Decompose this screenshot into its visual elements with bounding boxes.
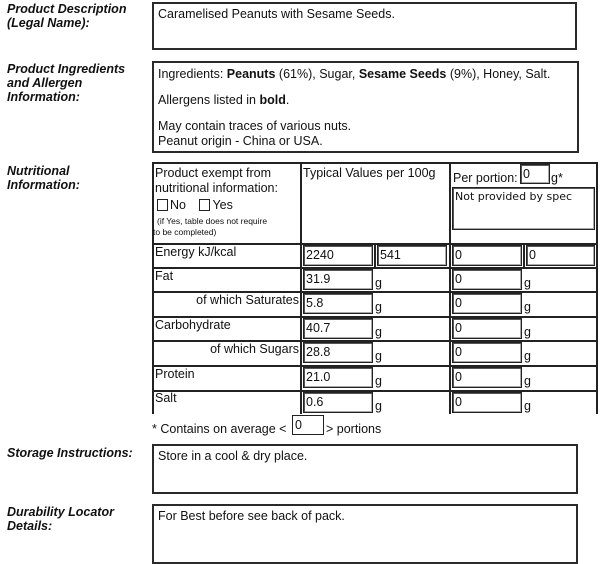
protein-per100-input[interactable]: 21.0	[303, 367, 373, 388]
portion-note-field[interactable]: Not provided by spec	[452, 187, 595, 230]
footnote-text: * Contains on average <	[152, 422, 287, 436]
storage-field[interactable]	[152, 444, 578, 494]
unit: g	[524, 374, 531, 388]
sugars-per100-input[interactable]: 28.8	[303, 342, 373, 363]
product-description-label	[7, 2, 126, 30]
divider	[374, 243, 376, 267]
footnote-text: > portions	[326, 422, 382, 436]
checkbox-no[interactable]	[157, 199, 168, 211]
protein-portion-input[interactable]: 0	[452, 367, 522, 388]
fat-per100-input[interactable]: 31.9	[303, 269, 373, 290]
label-line: Information:	[7, 90, 80, 104]
exempt-note: (if Yes, table does not require	[157, 216, 268, 226]
origin-note: Peanut origin - China or USA.	[158, 134, 323, 148]
energy-kcal-per100-input[interactable]: 541	[377, 245, 447, 266]
energy-kj-portion-input[interactable]: 0	[452, 245, 522, 266]
divider	[152, 365, 598, 367]
unit: g	[524, 399, 531, 413]
product-description-value: Caramelised Peanuts with Sesame Seeds.	[158, 7, 395, 21]
exempt-options	[157, 198, 300, 213]
portion-unit: g*	[551, 171, 563, 185]
durability-value: For Best before see back of pack.	[158, 509, 345, 523]
label-line: Details:	[7, 519, 53, 533]
row-label-energy: Energy kJ/kcal	[155, 245, 237, 259]
saturates-per100-input[interactable]: 5.8	[303, 293, 373, 314]
sugars-portion-input[interactable]: 0	[452, 342, 522, 363]
divider	[152, 162, 154, 414]
carbohydrate-per100-input[interactable]: 40.7	[303, 318, 373, 339]
text: Ingredients:	[158, 67, 227, 81]
carbohydrate-portion-input[interactable]: 0	[452, 318, 522, 339]
unit: g	[524, 276, 531, 290]
row-label-salt: Salt	[155, 391, 177, 405]
saturates-portion-input[interactable]: 0	[452, 293, 522, 314]
unit: g	[375, 349, 382, 363]
durability-label	[7, 505, 114, 533]
unit: g	[524, 349, 531, 363]
unit: g	[375, 399, 382, 413]
label-line: and Allergen	[7, 76, 83, 90]
allergen-peanuts: Peanuts	[226, 67, 276, 81]
unit: g	[375, 374, 382, 388]
exempt-yes-option[interactable]	[199, 198, 232, 212]
storage-label	[7, 446, 133, 460]
product-description-field[interactable]	[152, 2, 577, 50]
unit: g	[375, 276, 382, 290]
allergen-note	[158, 93, 573, 108]
nutrition-table	[152, 162, 598, 414]
row-label-carbohydrate: Carbohydrate	[155, 318, 231, 332]
salt-portion-input[interactable]: 0	[452, 392, 522, 413]
unit: g	[375, 300, 382, 314]
exempt-note: to be completed)	[153, 227, 217, 237]
divider	[300, 162, 302, 414]
row-label-protein: Protein	[155, 367, 195, 381]
text: (9%), Honey, Salt.	[446, 67, 551, 81]
unit: g	[375, 325, 382, 339]
exempt-cell	[155, 166, 300, 238]
exempt-text: Product exempt from	[155, 166, 272, 180]
allergen-sesame: Sesame Seeds	[358, 67, 447, 81]
divider	[152, 390, 598, 392]
unit: g	[524, 300, 531, 314]
ingredients-line	[158, 67, 573, 82]
portions-count-input[interactable]: 0	[292, 415, 324, 435]
durability-field[interactable]	[152, 504, 578, 564]
typical-values-header: Typical Values per 100g	[303, 166, 436, 180]
may-contain-note: May contain traces of various nuts.	[158, 119, 352, 133]
label-line: Durability Locator	[7, 505, 114, 519]
divider	[596, 162, 598, 414]
label-line: (Legal Name):	[7, 16, 90, 30]
salt-per100-input[interactable]: 0.6	[303, 392, 373, 413]
text: (61%), Sugar,	[275, 67, 359, 81]
option-label: No	[170, 198, 186, 212]
exempt-text: nutritional information:	[155, 181, 278, 195]
label-line: Information:	[7, 178, 80, 192]
label-line: Product Description	[7, 2, 127, 16]
option-label: Yes	[212, 198, 233, 212]
label-line: Storage Instructions:	[7, 446, 133, 460]
text: Allergens listed in	[158, 93, 260, 107]
row-label-saturates: of which Saturates	[196, 293, 299, 307]
energy-kcal-portion-input[interactable]: 0	[526, 245, 595, 266]
exempt-no-option[interactable]	[157, 198, 186, 212]
text-bold: bold	[259, 93, 286, 107]
row-label-fat: Fat	[155, 269, 174, 283]
storage-value: Store in a cool & dry place.	[158, 449, 308, 463]
ingredients-label	[7, 62, 125, 104]
nutrition-label	[7, 164, 80, 192]
fat-portion-input[interactable]: 0	[452, 269, 522, 290]
label-line: Nutritional	[7, 164, 70, 178]
divider	[523, 243, 525, 267]
energy-kj-per100-input[interactable]: 2240	[303, 245, 373, 266]
ingredients-field[interactable]	[152, 61, 579, 153]
unit: g	[524, 325, 531, 339]
divider	[152, 267, 598, 269]
text: .	[285, 93, 290, 107]
row-label-sugars: of which Sugars	[210, 342, 299, 356]
portion-size-input[interactable]: 0	[520, 164, 550, 184]
divider	[449, 162, 451, 414]
label-line: Product Ingredients	[7, 62, 126, 76]
per-portion-header: Per portion:	[453, 171, 518, 185]
checkbox-yes[interactable]	[199, 199, 210, 211]
